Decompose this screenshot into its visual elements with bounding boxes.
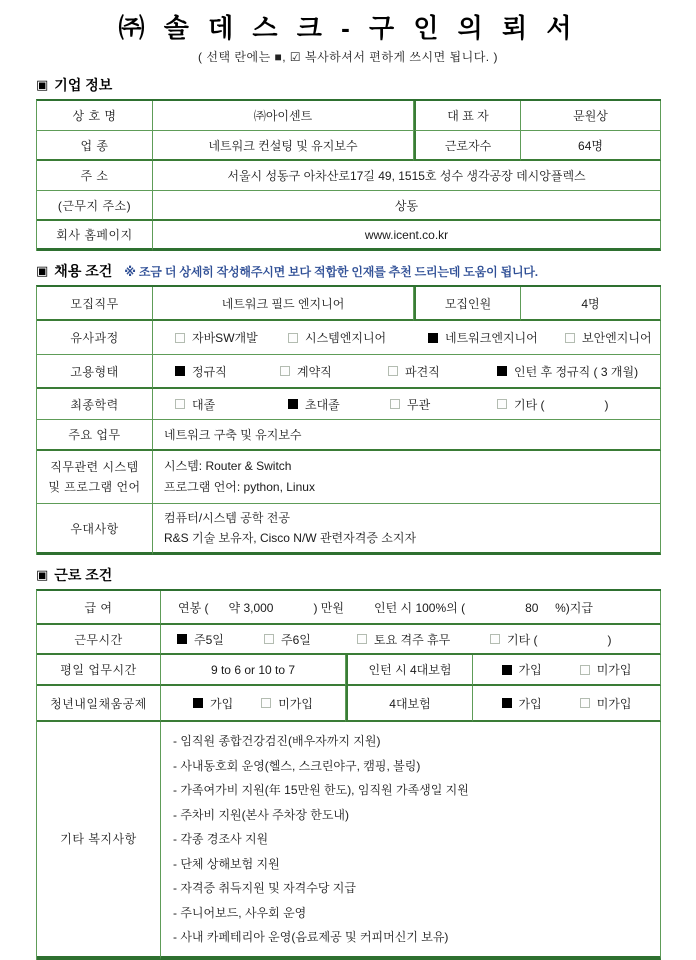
checkbox-option-label: 파견직 (405, 364, 440, 379)
recruit-duty-label: 주요 업무 (37, 420, 153, 451)
company-workplace-value: 상동 (153, 191, 661, 221)
table-row (37, 221, 661, 251)
checkbox-option[interactable] (497, 396, 609, 413)
checkbox-option[interactable] (502, 695, 542, 712)
checkbox-icon (288, 399, 298, 409)
checkbox-icon (175, 366, 185, 376)
checkbox-option[interactable] (175, 329, 288, 346)
checkbox-icon (357, 634, 367, 644)
section-heading-work (36, 565, 660, 585)
checkbox-icon (490, 634, 500, 644)
checkbox-option-label: 토요 격주 휴무 (374, 632, 451, 647)
checkbox-option-label: 가입 (518, 663, 542, 677)
table-row (37, 321, 661, 355)
work-insurance-options (473, 686, 661, 722)
recruit-course-label: 유사과정 (37, 321, 153, 355)
recruit-duty-value: 네트워크 구축 및 유지보수 (153, 420, 661, 451)
section-heading-recruit-label: 채용 조건 (54, 263, 113, 279)
checkbox-option-label: 무관 (407, 397, 431, 412)
work-hours-options (161, 625, 661, 655)
work-weekday-value: 9 to 6 or 10 to 7 (161, 655, 346, 686)
company-homepage-label: 회사 홈페이지 (37, 221, 153, 251)
checkbox-option[interactable] (264, 631, 357, 648)
table-row (37, 161, 661, 191)
company-address-label: 주 소 (37, 161, 153, 191)
work-insurance-label: 4대보험 (346, 686, 473, 722)
company-name-value: ㈜아이센트 (153, 101, 414, 131)
recruit-headcount-value: 4명 (521, 287, 661, 321)
recruit-course-options (153, 321, 661, 355)
list-item: - 주차비 지원(본사 주차장 한도내) (173, 807, 350, 822)
list-item: - 각종 경조사 지원 (173, 832, 269, 846)
section-heading-company (36, 75, 660, 95)
recruit-job-value: 네트워크 필드 엔지니어 (153, 287, 414, 321)
work-welfare-list (161, 722, 661, 960)
checkbox-option-label: 주6일 (281, 632, 311, 647)
table-row (37, 722, 661, 960)
checkbox-icon (580, 665, 590, 675)
recruit-preference-value: 컴퓨터/시스템 공학 전공 R&S 기술 보유자, Cisco N/W 관련자격증 소지자 (153, 504, 661, 555)
checkbox-icon (177, 634, 187, 644)
checkbox-option-label: 가입 (210, 696, 234, 711)
list-item: - 사내 카페테리아 운영(음료제공 및 커피머신기 보유) (173, 930, 449, 944)
section-marker-icon: ▣ (36, 567, 49, 582)
list-item: - 단체 상해보험 지원 (173, 856, 280, 871)
list-item: - 사내동호회 운영(헬스, 스크린야구, 캠핑, 볼링) (173, 758, 421, 773)
section-heading-work-label: 근로 조건 (54, 567, 113, 583)
checkbox-option[interactable] (261, 695, 313, 712)
work-salary-label: 급 여 (37, 591, 161, 625)
checkbox-option[interactable] (175, 363, 280, 380)
checkbox-option[interactable] (388, 363, 497, 380)
company-address-value: 서울시 성동구 아차산로17길 49, 1515호 성수 생각공장 데시앙플렉스 (153, 161, 661, 191)
checkbox-icon (580, 698, 590, 708)
work-naeil-options (161, 686, 346, 722)
company-industry-value: 네트워크 컨설팅 및 유지보수 (153, 131, 414, 161)
recruit-system-label: 직무관련 시스템 및 프로그램 언어 (37, 451, 153, 504)
table-row (37, 451, 661, 504)
checkbox-icon (502, 665, 512, 675)
checkbox-option-label: 주5일 (194, 632, 224, 647)
checkbox-option[interactable] (565, 329, 652, 346)
table-row (37, 389, 661, 420)
company-workers-label: 근로자수 (414, 131, 521, 161)
checkbox-icon (261, 698, 271, 708)
recruit-headcount-label: 모집인원 (414, 287, 521, 321)
checkbox-option-label: 미가입 (596, 663, 632, 677)
company-workplace-label: (근무지 주소) (37, 191, 153, 221)
checkbox-option-label: 인턴 후 정규직 ( 3 개월) (514, 364, 639, 379)
work-salary-value: 연봉 ( 약 3,000 ) 만원 인턴 시 100%의 ( 80 %)지급 (161, 591, 661, 625)
checkbox-option-label: 보안엔지니어 (582, 331, 652, 345)
checkbox-option-label: 자바SW개발 (192, 331, 258, 345)
checkbox-option-label: 시스템엔지니어 (305, 331, 387, 345)
table-row (37, 504, 661, 555)
checkbox-option[interactable] (280, 363, 388, 380)
checkbox-option-label: 계약직 (297, 364, 332, 379)
recruit-education-options (153, 389, 661, 420)
section-marker-icon: ▣ (36, 263, 49, 278)
work-intern-insurance-options (473, 655, 661, 686)
company-ceo-value: 문원상 (521, 101, 661, 131)
work-intern-insurance-label: 인턴 시 4대보험 (346, 655, 473, 686)
checkbox-option[interactable] (502, 661, 542, 678)
checkbox-option[interactable] (288, 329, 428, 346)
table-row (37, 420, 661, 451)
work-weekday-label: 평일 업무시간 (37, 655, 161, 686)
checkbox-icon (264, 634, 274, 644)
table-row (37, 686, 661, 722)
recruit-preference-label: 우대사항 (37, 504, 153, 555)
work-naeil-label: 청년내일채움공제 (37, 686, 161, 722)
recruit-system-value: 시스템: Router & Switch 프로그램 언어: python, Linux (153, 451, 661, 504)
checkbox-option-label: 기타 ( ) (514, 397, 609, 412)
checkbox-option[interactable] (390, 396, 497, 413)
checkbox-option[interactable] (175, 396, 288, 413)
checkbox-option[interactable] (193, 695, 233, 712)
checkbox-option[interactable] (357, 631, 490, 648)
recruit-note: ※ 조금 더 상세히 작성해주시면 보다 적합한 인재를 추천 드리는데 도움이 됩니다. (124, 264, 538, 279)
recruit-table (36, 285, 661, 555)
section-heading-company-label: 기업 정보 (54, 77, 113, 93)
checkbox-option-label: 초대졸 (305, 397, 340, 412)
section-heading-recruit (36, 261, 660, 281)
checkbox-icon (565, 333, 575, 343)
company-table (36, 99, 661, 251)
section-marker-icon: ▣ (36, 77, 49, 92)
checkbox-option-label: 대졸 (192, 397, 216, 412)
table-row (37, 101, 661, 131)
company-industry-label: 업 종 (37, 131, 153, 161)
recruit-employment-options (153, 355, 661, 389)
page-subtitle: ( 선택 란에는 ■, ☑ 복사하셔서 편하게 쓰시면 됩니다. ) (198, 50, 498, 64)
table-row (37, 655, 661, 686)
company-homepage-value: www.icent.co.kr (153, 221, 661, 251)
list-item: - 임직원 종합건강검진(배우자까지 지원) (173, 734, 381, 748)
checkbox-option[interactable] (288, 396, 390, 413)
checkbox-option-label: 가입 (518, 696, 542, 711)
checkbox-icon (428, 333, 438, 343)
company-workers-value: 64명 (521, 131, 661, 161)
checkbox-option-label: 네트워크엔지니어 (445, 331, 538, 345)
table-row (37, 625, 661, 655)
checkbox-option-label: 미가입 (278, 696, 313, 711)
checkbox-icon (175, 333, 185, 343)
list-item: - 주니어보드, 사우회 운영 (173, 905, 307, 920)
company-name-label: 상 호 명 (37, 101, 153, 131)
recruit-education-label: 최종학력 (37, 389, 153, 420)
list-item: - 가족여가비 지원(年 15만원 한도), 임직원 가족생일 지원 (173, 783, 469, 797)
checkbox-icon (502, 698, 512, 708)
checkbox-icon (280, 366, 290, 376)
checkbox-icon (390, 399, 400, 409)
recruit-employment-label: 고용형태 (37, 355, 153, 389)
checkbox-option-label: 기타 ( ) (507, 632, 612, 647)
checkbox-option-label: 미가입 (596, 696, 632, 711)
checkbox-icon (497, 399, 507, 409)
work-hours-label: 근무시간 (37, 625, 161, 655)
checkbox-option[interactable] (177, 631, 264, 648)
checkbox-option[interactable] (580, 695, 632, 712)
table-row (37, 131, 661, 161)
table-row (37, 287, 661, 321)
table-row (37, 191, 661, 221)
checkbox-icon (193, 698, 203, 708)
list-item: - 자격증 취득지원 및 자격수당 지급 (173, 881, 356, 895)
checkbox-icon (288, 333, 298, 343)
checkbox-option[interactable] (428, 329, 565, 346)
checkbox-option-label: 정규직 (192, 364, 227, 379)
page-title: ㈜ 솔 데 스 크 - 구 인 의 뢰 서 (118, 13, 578, 43)
work-table (36, 589, 661, 960)
table-row (37, 591, 661, 625)
work-welfare-label: 기타 복지사항 (37, 722, 161, 960)
checkbox-option[interactable] (490, 631, 612, 648)
table-row (37, 355, 661, 389)
checkbox-icon (175, 399, 185, 409)
checkbox-icon (388, 366, 398, 376)
checkbox-icon (497, 366, 507, 376)
recruit-job-label: 모집직무 (37, 287, 153, 321)
company-ceo-label: 대 표 자 (414, 101, 521, 131)
checkbox-option[interactable] (497, 363, 638, 380)
checkbox-option[interactable] (580, 661, 632, 678)
